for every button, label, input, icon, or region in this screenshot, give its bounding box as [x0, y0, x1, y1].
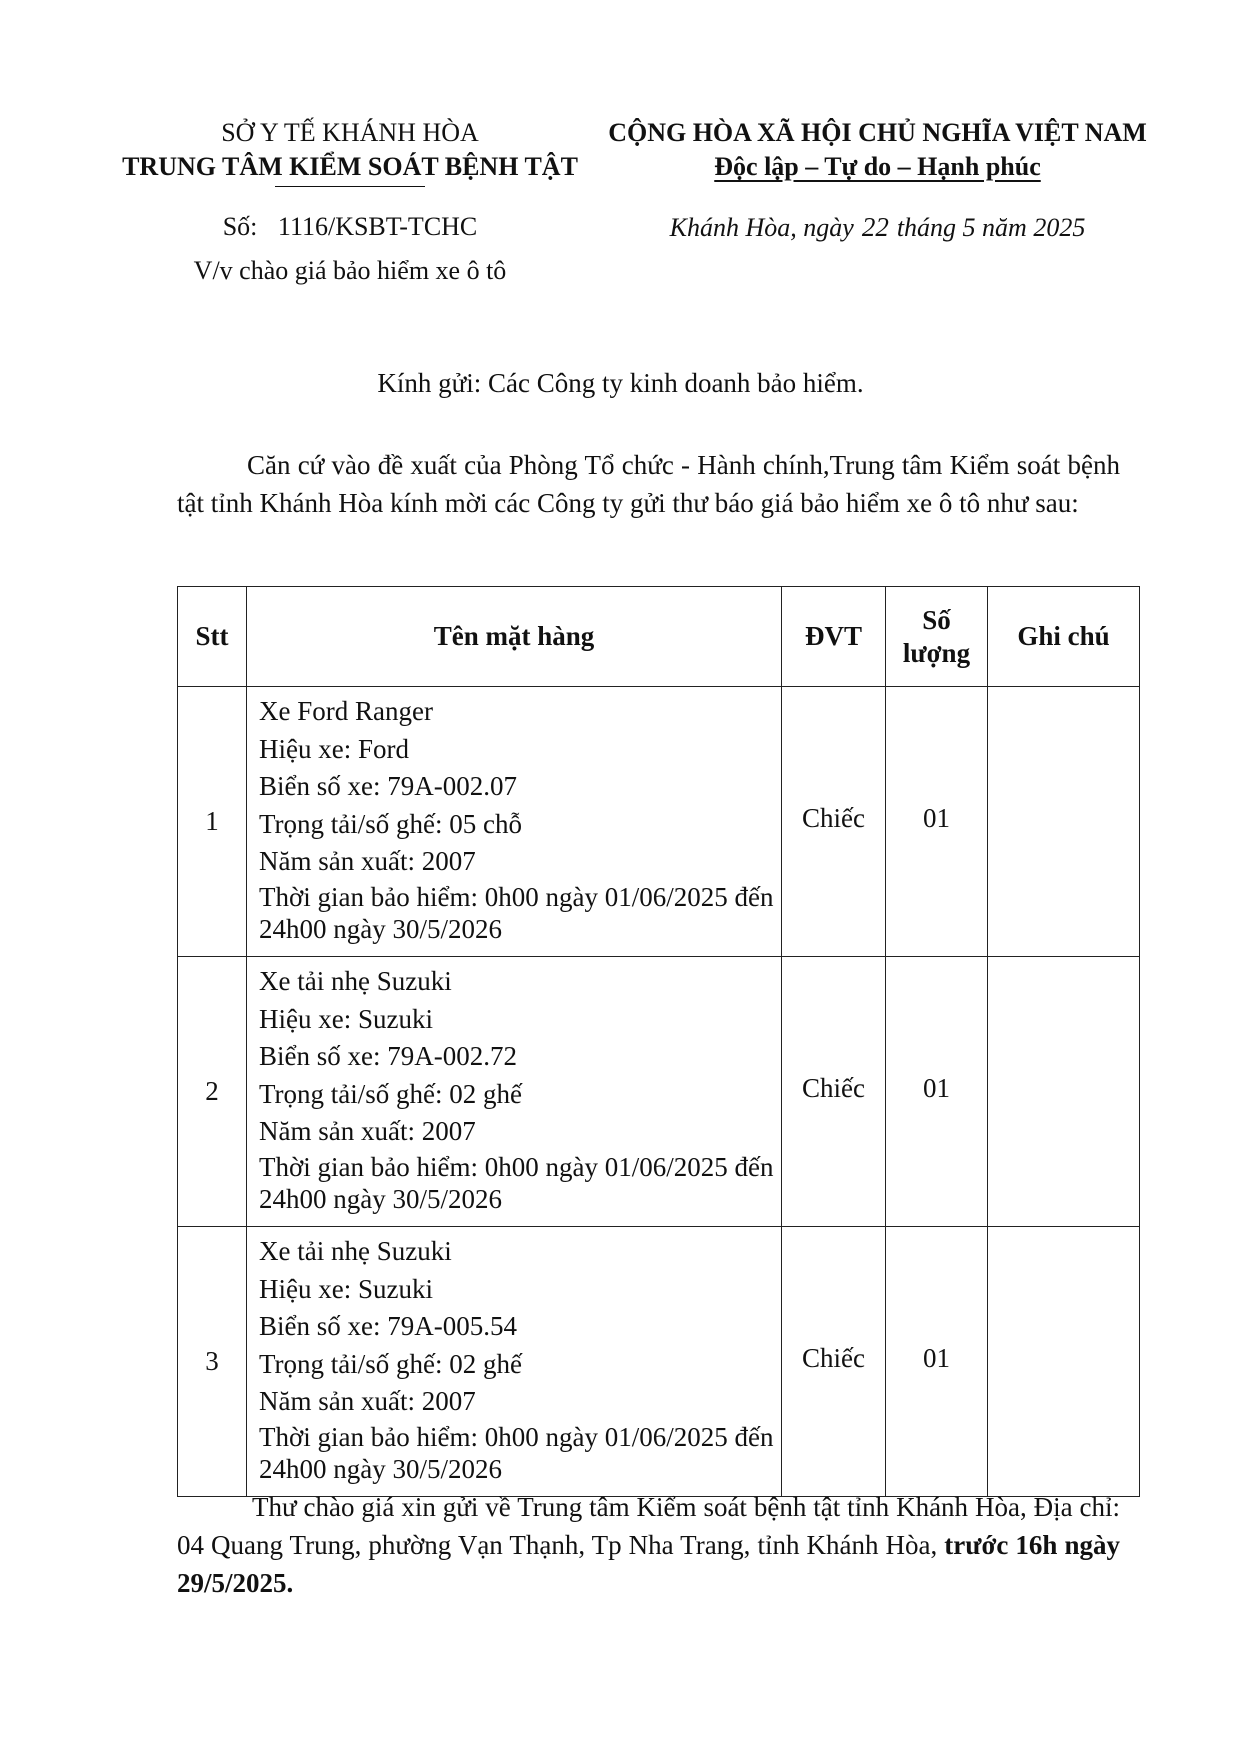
- row-unit: [782, 957, 886, 1227]
- row-quantity: [886, 957, 988, 1227]
- document-date: [600, 212, 1155, 243]
- intro-text: Căn cứ vào đề xuất của Phòng Tổ chức - Hành chính,Trung tâm Kiểm soát bệnh tật tỉnh Khánh Hòa kính mời các Công ty gửi thư báo giá bảo hiểm xe ô tô như sau:: [177, 450, 1120, 518]
- table-row: [178, 957, 1140, 1227]
- vehicle-capacity: Trọng tải/số ghế: 02 ghế: [259, 1348, 522, 1379]
- row-quantity-text: 01: [923, 1343, 950, 1373]
- vehicle-plate: Biển số xe: 79A-002.72: [259, 1041, 517, 1071]
- items-table: [177, 586, 1140, 1497]
- vehicle-year: Năm sản xuất: 2007: [259, 1116, 476, 1146]
- vehicle-year: Năm sản xuất: 2007: [259, 846, 476, 876]
- row-quantity: [886, 687, 988, 957]
- closing-deadline: trước 16h ngày 29/5/2025.: [177, 1530, 1120, 1598]
- national-motto: Độc lập – Tự do – Hạnh phúc: [714, 152, 1041, 181]
- closing-paragraph: [177, 1488, 1120, 1602]
- date-suffix: tháng 5 năm 2025: [896, 213, 1086, 242]
- vehicle-capacity: Trọng tải/số ghế: 02 ghế: [259, 1078, 522, 1109]
- header-left: [120, 116, 580, 187]
- vehicle-name: Xe tải nhẹ Suzuki: [259, 1236, 452, 1266]
- row-stt: 1: [178, 687, 247, 957]
- row-unit-text: Chiếc: [802, 1343, 865, 1373]
- table-row: [178, 1227, 1140, 1497]
- vehicle-plate: Biển số xe: 79A-005.54: [259, 1311, 517, 1341]
- header-quantity-line2: lượng: [902, 637, 971, 668]
- table-header-row: [178, 587, 1140, 687]
- table-row: [178, 687, 1140, 957]
- vehicle-brand: Hiệu xe: Ford: [259, 733, 409, 764]
- header-stt: Stt: [178, 587, 247, 687]
- document-subject: V/v chào giá bảo hiểm xe ô tô: [193, 256, 507, 285]
- row-description: [247, 957, 782, 1227]
- vehicle-brand: Hiệu xe: Suzuki: [259, 1273, 433, 1304]
- header-note: Ghi chú: [988, 587, 1140, 687]
- header-quantity: [886, 587, 988, 687]
- vehicle-plate: Biển số xe: 79A-002.07: [259, 771, 517, 801]
- intro-paragraph: [177, 446, 1120, 522]
- row-description: [247, 687, 782, 957]
- organization-name: TRUNG TÂM KIỂM SOÁT BỆNH TẬT: [122, 152, 578, 181]
- vehicle-brand: Hiệu xe: Suzuki: [259, 1003, 433, 1034]
- header-quantity-line1: Số: [922, 604, 951, 635]
- doc-number-value: 1116/KSBT-TCHC: [277, 212, 478, 241]
- header-right: [600, 116, 1155, 184]
- insurance-period: Thời gian bảo hiểm: 0h00 ngày 01/06/2025 đến 24h00 ngày 30/5/2026: [259, 881, 774, 944]
- insurance-period: Thời gian bảo hiểm: 0h00 ngày 01/06/2025 đến 24h00 ngày 30/5/2026: [259, 1421, 774, 1484]
- vehicle-name: Xe Ford Ranger: [259, 696, 433, 726]
- row-stt: 3: [178, 1227, 247, 1497]
- row-unit-text: Chiếc: [802, 803, 865, 833]
- date-day: 22: [861, 212, 889, 242]
- row-note: [988, 1227, 1140, 1497]
- row-note: [988, 687, 1140, 957]
- country-name: CỘNG HÒA XÃ HỘI CHỦ NGHĨA VIỆT NAM: [608, 118, 1147, 147]
- row-unit: [782, 1227, 886, 1497]
- row-quantity-text: 01: [923, 1073, 950, 1103]
- doc-number-label: Số:: [222, 212, 258, 241]
- header-item-name: Tên mặt hàng: [247, 587, 782, 687]
- recipient-line: Kính gửi: Các Công ty kinh doanh bảo hiểm.: [377, 368, 864, 398]
- organization-underline: [275, 186, 425, 187]
- document-number: [120, 212, 580, 242]
- row-description: [247, 1227, 782, 1497]
- row-note: [988, 957, 1140, 1227]
- vehicle-year: Năm sản xuất: 2007: [259, 1386, 476, 1416]
- row-quantity-text: 01: [923, 803, 950, 833]
- vehicle-capacity: Trọng tải/số ghế: 05 chỗ: [259, 808, 522, 839]
- row-quantity: [886, 1227, 988, 1497]
- row-unit: [782, 687, 886, 957]
- header-unit: ĐVT: [782, 587, 886, 687]
- date-prefix: Khánh Hòa, ngày: [669, 213, 854, 242]
- department-name: SỞ Y TẾ KHÁNH HÒA: [221, 118, 479, 147]
- insurance-period: Thời gian bảo hiểm: 0h00 ngày 01/06/2025 đến 24h00 ngày 30/5/2026: [259, 1151, 774, 1214]
- row-unit-text: Chiếc: [802, 1073, 865, 1103]
- row-stt: 2: [178, 957, 247, 1227]
- closing-text: Thư chào giá xin gửi về Trung tâm Kiểm soát bệnh tật tỉnh Khánh Hòa, Địa chỉ: 04 Quang Trung, phường Vạn Thạnh, Tp Nha Trang, tỉnh Khánh Hòa,: [177, 1492, 1120, 1560]
- vehicle-name: Xe tải nhẹ Suzuki: [259, 966, 452, 996]
